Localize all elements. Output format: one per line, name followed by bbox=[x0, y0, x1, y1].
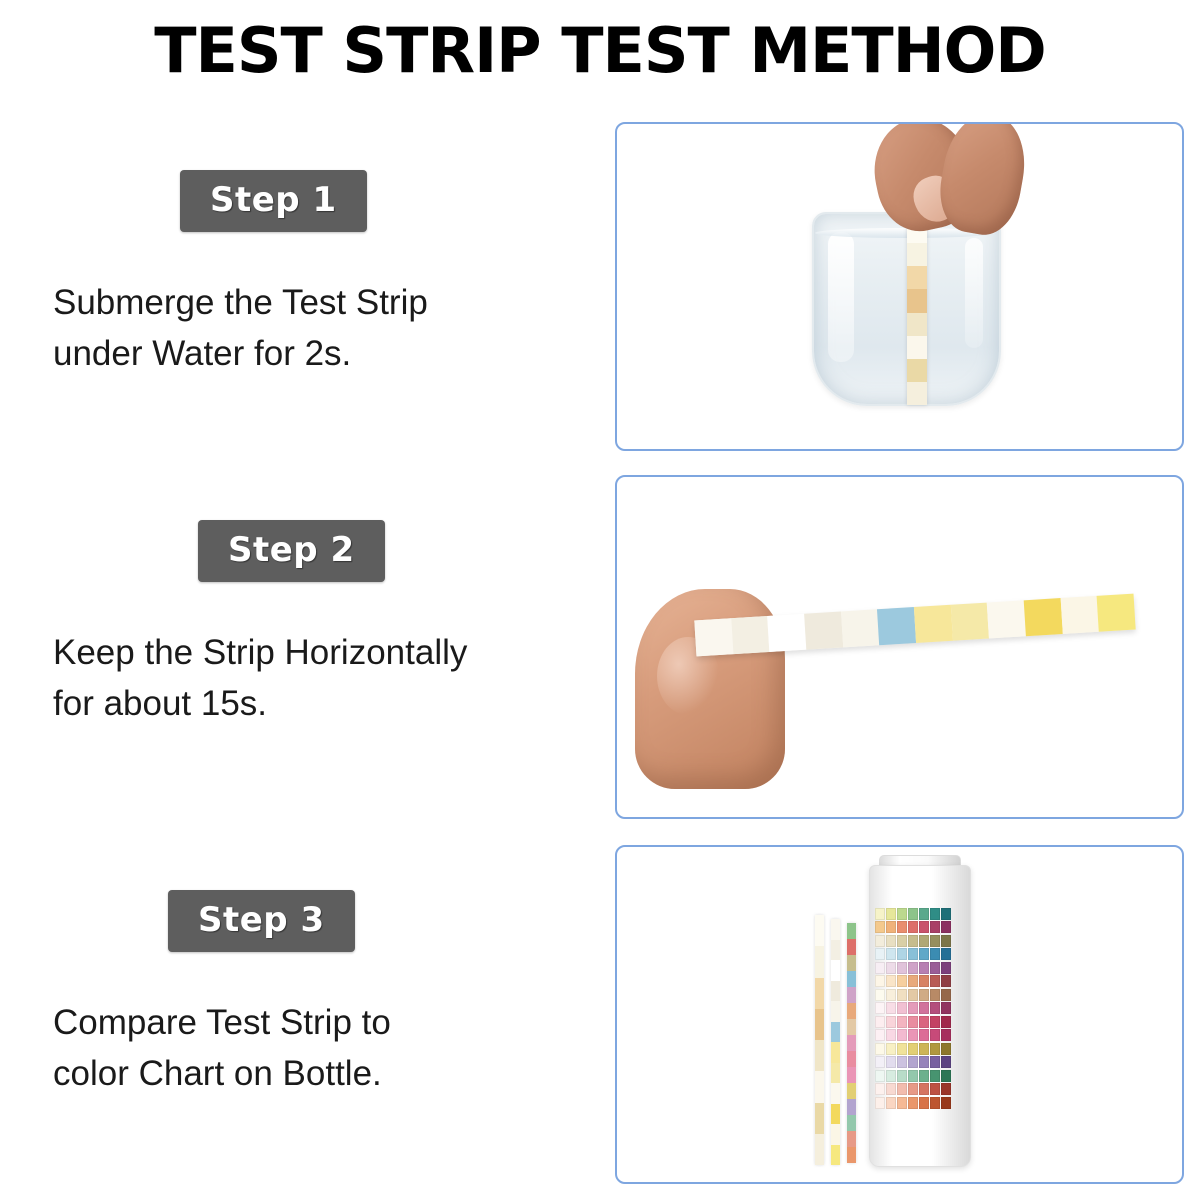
color-swatch bbox=[897, 1070, 907, 1082]
strip-pad bbox=[847, 1115, 856, 1131]
color-swatch bbox=[897, 962, 907, 974]
strip-pad bbox=[847, 1035, 856, 1051]
color-chart-row bbox=[875, 921, 909, 935]
strip-pad bbox=[847, 1003, 856, 1019]
color-chart-swatches bbox=[875, 1016, 951, 1028]
strip-pad bbox=[815, 1071, 824, 1102]
strip-pad bbox=[831, 940, 840, 961]
step-block-2 bbox=[0, 520, 600, 730]
color-chart-row bbox=[875, 1015, 909, 1029]
color-swatch bbox=[886, 1083, 896, 1095]
color-swatch bbox=[875, 1016, 885, 1028]
bottle-color-chart-label bbox=[875, 905, 965, 1150]
color-swatch bbox=[930, 975, 940, 987]
strip-pad bbox=[847, 1099, 856, 1115]
color-chart-swatches bbox=[875, 948, 951, 960]
color-swatch bbox=[941, 975, 951, 987]
color-swatch bbox=[941, 1029, 951, 1041]
color-swatch bbox=[919, 921, 929, 933]
strip-pad bbox=[1060, 596, 1099, 634]
strip-pad bbox=[847, 939, 856, 955]
color-swatch bbox=[886, 921, 896, 933]
strip-pad bbox=[804, 612, 843, 650]
color-swatch bbox=[886, 975, 896, 987]
step-2-badge: Step 2 bbox=[198, 520, 385, 582]
color-swatch bbox=[919, 975, 929, 987]
strip-pad bbox=[847, 1131, 856, 1147]
color-chart-row bbox=[875, 1002, 909, 1016]
color-swatch bbox=[930, 962, 940, 974]
strip-pad bbox=[847, 1051, 856, 1067]
color-chart-swatches bbox=[875, 975, 951, 987]
color-swatch bbox=[930, 1043, 940, 1055]
color-chart-swatches bbox=[875, 1070, 951, 1082]
step-3-text-line-2: color Chart on Bottle. bbox=[53, 1053, 382, 1093]
strip-pad bbox=[847, 1083, 856, 1099]
step-3-badge: Step 3 bbox=[168, 890, 355, 952]
color-swatch bbox=[886, 1016, 896, 1028]
step-block-3 bbox=[0, 890, 600, 1100]
step-1-badge: Step 1 bbox=[180, 170, 367, 232]
color-swatch bbox=[930, 1002, 940, 1014]
strip-pad bbox=[831, 1083, 840, 1104]
color-swatch bbox=[886, 1043, 896, 1055]
color-swatch bbox=[941, 921, 951, 933]
color-swatch bbox=[941, 989, 951, 1001]
color-chart-row bbox=[875, 961, 909, 975]
strip-pad bbox=[1024, 598, 1063, 636]
page-title: TEST STRIP TEST METHOD bbox=[154, 14, 1046, 87]
color-swatch bbox=[875, 921, 885, 933]
color-swatch bbox=[930, 948, 940, 960]
color-chart-row bbox=[875, 1083, 909, 1097]
strip-pad bbox=[831, 981, 840, 1002]
color-swatch bbox=[941, 1002, 951, 1014]
strip-pad bbox=[831, 1063, 840, 1084]
strip-pad bbox=[815, 1040, 824, 1071]
strip-pad bbox=[847, 923, 856, 939]
color-swatch bbox=[897, 1056, 907, 1068]
step-1-photo-panel bbox=[615, 122, 1184, 451]
color-swatch bbox=[919, 962, 929, 974]
strip-pad bbox=[847, 1067, 856, 1083]
color-swatch bbox=[908, 1097, 918, 1109]
loose-test-strip bbox=[831, 919, 840, 1165]
strip-pad bbox=[831, 1124, 840, 1145]
color-swatch bbox=[919, 1070, 929, 1082]
color-swatch bbox=[941, 935, 951, 947]
steps-column bbox=[0, 120, 600, 1180]
color-chart-row bbox=[875, 1056, 909, 1070]
color-swatch bbox=[908, 908, 918, 920]
color-swatch bbox=[919, 908, 929, 920]
strip-pad bbox=[815, 1103, 824, 1134]
color-chart-swatches bbox=[875, 989, 951, 1001]
color-swatch bbox=[875, 935, 885, 947]
color-swatch bbox=[908, 1002, 918, 1014]
color-swatch bbox=[875, 1083, 885, 1095]
strip-pad bbox=[831, 1001, 840, 1022]
color-swatch bbox=[919, 948, 929, 960]
color-chart-row bbox=[875, 1096, 909, 1110]
color-chart-row bbox=[875, 1042, 909, 1056]
color-swatch bbox=[897, 935, 907, 947]
color-swatch bbox=[886, 962, 896, 974]
color-swatch bbox=[897, 989, 907, 1001]
color-swatch bbox=[886, 1029, 896, 1041]
color-swatch bbox=[897, 921, 907, 933]
color-chart-row bbox=[875, 948, 909, 962]
step-block-1 bbox=[0, 170, 600, 380]
color-chart-rows bbox=[875, 905, 909, 1150]
color-swatch bbox=[919, 989, 929, 1001]
color-chart-row bbox=[875, 934, 909, 948]
color-swatch bbox=[919, 1043, 929, 1055]
step-2-text bbox=[53, 628, 573, 730]
step-1-text bbox=[53, 278, 573, 380]
color-swatch bbox=[886, 935, 896, 947]
loose-test-strip bbox=[815, 915, 824, 1165]
color-chart-swatches bbox=[875, 1097, 951, 1109]
color-swatch bbox=[930, 1029, 940, 1041]
color-swatch bbox=[919, 1016, 929, 1028]
color-swatch bbox=[919, 1056, 929, 1068]
strip-pad bbox=[907, 359, 927, 382]
strip-pad bbox=[731, 616, 770, 654]
color-chart-swatches bbox=[875, 1002, 951, 1014]
color-swatch bbox=[897, 908, 907, 920]
color-swatch bbox=[930, 1016, 940, 1028]
color-swatch bbox=[941, 908, 951, 920]
color-swatch bbox=[875, 1002, 885, 1014]
color-swatch bbox=[941, 948, 951, 960]
color-swatch bbox=[886, 1097, 896, 1109]
strip-pad bbox=[815, 1134, 824, 1165]
color-swatch bbox=[897, 1083, 907, 1095]
color-swatch bbox=[875, 1056, 885, 1068]
hand-holding-strip bbox=[865, 122, 1025, 238]
color-swatch bbox=[941, 1070, 951, 1082]
color-swatch bbox=[897, 975, 907, 987]
color-swatch bbox=[897, 1097, 907, 1109]
step-1-text-line-2: under Water for 2s. bbox=[53, 333, 352, 373]
step-2-badge-wrap bbox=[198, 520, 600, 582]
color-swatch bbox=[908, 1056, 918, 1068]
color-chart-row bbox=[875, 907, 909, 921]
color-swatch bbox=[875, 989, 885, 1001]
color-swatch bbox=[886, 1002, 896, 1014]
color-chart-row bbox=[875, 988, 909, 1002]
color-swatch bbox=[897, 1002, 907, 1014]
color-chart-swatches bbox=[875, 935, 951, 947]
test-strip-in-water bbox=[907, 220, 927, 405]
strip-pad bbox=[951, 603, 990, 641]
color-swatch bbox=[908, 935, 918, 947]
color-chart-swatches bbox=[875, 921, 951, 933]
color-swatch bbox=[875, 908, 885, 920]
color-swatch bbox=[930, 1083, 940, 1095]
strip-pad bbox=[1097, 594, 1136, 632]
strip-pad bbox=[815, 915, 824, 946]
color-swatch bbox=[886, 948, 896, 960]
color-swatch bbox=[941, 1083, 951, 1095]
strip-pad bbox=[907, 243, 927, 266]
color-swatch bbox=[886, 1070, 896, 1082]
strip-pad bbox=[831, 1042, 840, 1063]
color-swatch bbox=[908, 948, 918, 960]
strip-pad bbox=[914, 605, 953, 643]
color-chart-swatches bbox=[875, 962, 951, 974]
color-swatch bbox=[908, 962, 918, 974]
strip-pad bbox=[907, 289, 927, 312]
color-chart-row bbox=[875, 975, 909, 989]
color-swatch bbox=[930, 908, 940, 920]
step-2-photo-panel bbox=[615, 475, 1184, 819]
step-3-photo-panel bbox=[615, 845, 1184, 1184]
strip-pad bbox=[815, 946, 824, 977]
color-chart-swatches bbox=[875, 1043, 951, 1055]
strip-pad bbox=[847, 955, 856, 971]
color-swatch bbox=[886, 908, 896, 920]
color-swatch bbox=[930, 1097, 940, 1109]
color-swatch bbox=[908, 1070, 918, 1082]
strip-pad bbox=[815, 978, 824, 1009]
step-2-text-line-1: Keep the Strip Horizontally bbox=[53, 633, 468, 672]
strip-pad bbox=[847, 971, 856, 987]
step-3-badge-wrap bbox=[168, 890, 600, 952]
color-swatch bbox=[908, 1083, 918, 1095]
color-chart-row bbox=[875, 1069, 909, 1083]
strip-pad bbox=[987, 600, 1026, 638]
step-1-text-line-1: Submerge the Test Strip bbox=[53, 283, 428, 322]
strip-pad bbox=[847, 1019, 856, 1035]
strip-pad bbox=[907, 266, 927, 289]
color-chart-swatches bbox=[875, 1056, 951, 1068]
color-swatch bbox=[930, 989, 940, 1001]
color-swatch bbox=[919, 1083, 929, 1095]
color-swatch bbox=[875, 962, 885, 974]
step-2-text-line-2: for about 15s. bbox=[53, 683, 268, 723]
color-swatch bbox=[875, 1070, 885, 1082]
color-swatch bbox=[897, 1016, 907, 1028]
strip-pad bbox=[831, 960, 840, 981]
color-swatch bbox=[941, 1043, 951, 1055]
color-chart-swatches bbox=[875, 908, 951, 920]
strip-pad bbox=[847, 987, 856, 1003]
color-swatch bbox=[875, 1097, 885, 1109]
strip-pad bbox=[907, 313, 927, 336]
color-swatch bbox=[908, 975, 918, 987]
color-swatch bbox=[941, 1097, 951, 1109]
color-swatch bbox=[919, 1029, 929, 1041]
color-swatch bbox=[919, 1002, 929, 1014]
strip-pad bbox=[815, 1009, 824, 1040]
strip-pad bbox=[831, 1022, 840, 1043]
step-3-text-line-1: Compare Test Strip to bbox=[53, 1003, 391, 1042]
strip-pad bbox=[907, 336, 927, 359]
loose-test-strip bbox=[847, 923, 856, 1163]
color-swatch bbox=[875, 1043, 885, 1055]
color-chart-swatches bbox=[875, 1083, 951, 1095]
color-swatch bbox=[886, 1056, 896, 1068]
color-swatch bbox=[908, 921, 918, 933]
strip-pad bbox=[841, 609, 880, 647]
strip-pad bbox=[907, 382, 927, 405]
color-swatch bbox=[908, 1029, 918, 1041]
color-chart-row bbox=[875, 1029, 909, 1043]
step-1-badge-wrap bbox=[180, 170, 600, 232]
color-swatch bbox=[875, 1029, 885, 1041]
strip-pad bbox=[831, 919, 840, 940]
color-swatch bbox=[919, 1097, 929, 1109]
color-swatch bbox=[875, 948, 885, 960]
color-swatch bbox=[919, 935, 929, 947]
color-swatch bbox=[908, 1016, 918, 1028]
color-swatch bbox=[941, 1016, 951, 1028]
color-swatch bbox=[930, 935, 940, 947]
color-swatch bbox=[941, 1056, 951, 1068]
color-swatch bbox=[930, 921, 940, 933]
strip-pad bbox=[768, 614, 807, 652]
strip-pad bbox=[831, 1104, 840, 1125]
color-swatch bbox=[886, 989, 896, 1001]
color-swatch bbox=[875, 975, 885, 987]
color-swatch bbox=[897, 1029, 907, 1041]
strip-pad bbox=[847, 1147, 856, 1163]
color-swatch bbox=[897, 948, 907, 960]
step-3-text bbox=[53, 998, 573, 1100]
color-swatch bbox=[908, 989, 918, 1001]
color-swatch bbox=[930, 1070, 940, 1082]
strip-pad bbox=[877, 607, 916, 645]
color-swatch bbox=[930, 1056, 940, 1068]
strip-pad bbox=[694, 618, 733, 656]
color-swatch bbox=[941, 962, 951, 974]
color-swatch bbox=[908, 1043, 918, 1055]
color-chart-swatches bbox=[875, 1029, 951, 1041]
color-swatch bbox=[897, 1043, 907, 1055]
strip-pad bbox=[831, 1145, 840, 1166]
